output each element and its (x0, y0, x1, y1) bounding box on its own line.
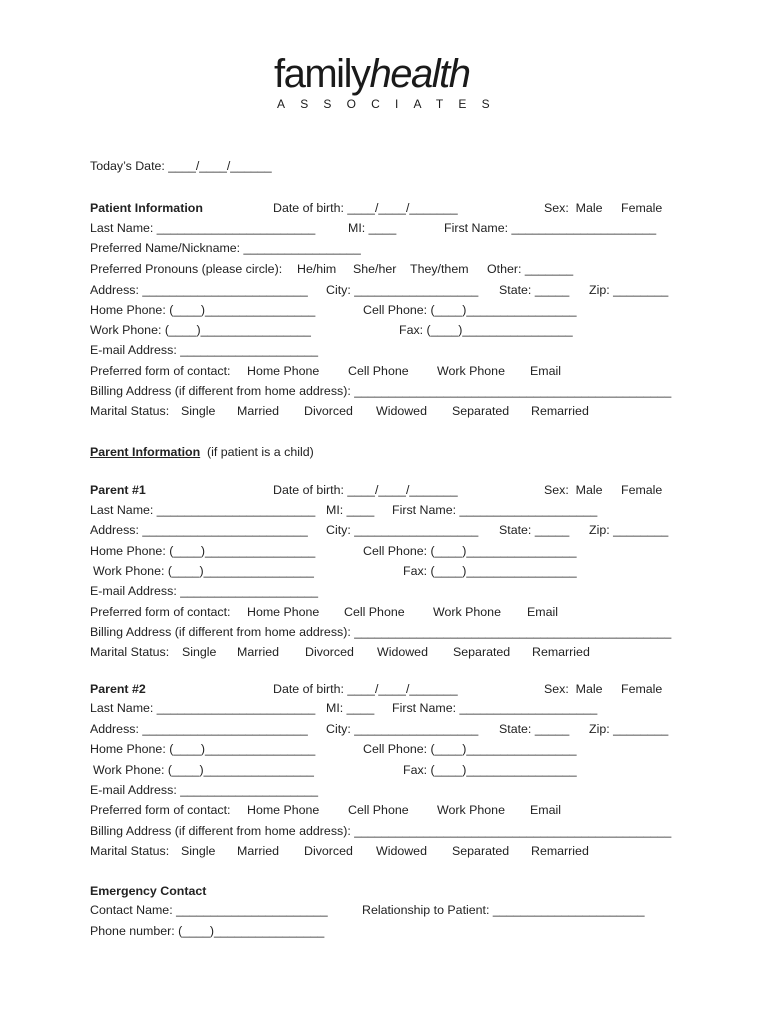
parent1-header-row (0, 482, 663, 498)
parent2-marital-widowed-option[interactable]: Widowed (376, 844, 427, 858)
parent1-sex-male-option[interactable]: Sex: Male (544, 483, 603, 497)
parent2-address-row (0, 721, 669, 737)
parent1-fax-field[interactable]: Fax: (____)________________ (403, 564, 577, 578)
parent-info-heading: Parent Information (90, 445, 201, 459)
patient-address-field[interactable]: Address: ________________________ (90, 283, 308, 297)
parent1-contact-row (0, 604, 558, 620)
patient-last-name-field[interactable]: Last Name: _______________________ (90, 221, 316, 235)
logo-word-family: family (274, 52, 370, 96)
patient-pronouns-label: Preferred Pronouns (please circle): (90, 262, 283, 276)
patient-marital-row (0, 403, 589, 419)
patient-fax-field[interactable]: Fax: (____)________________ (399, 323, 573, 337)
patient-header-row (0, 200, 663, 216)
parent2-last-name-field[interactable]: Last Name: _______________________ (90, 701, 316, 715)
emergency-phone-field[interactable]: Phone number: (____)________________ (90, 924, 325, 938)
parent2-contact-home-option[interactable]: Home Phone (247, 803, 320, 817)
parent1-contact-email-option[interactable]: Email (527, 605, 558, 619)
parent2-sex-female-option[interactable]: Female (621, 682, 663, 696)
parent2-work-phone-field[interactable]: Work Phone: (____)________________ (93, 763, 314, 777)
patient-email-field[interactable]: E-mail Address: ____________________ (90, 343, 319, 357)
parent1-marital-label: Marital Status: (90, 645, 170, 659)
parent2-state-field[interactable]: State: _____ (499, 722, 570, 736)
emergency-contact-heading: Emergency Contact (90, 884, 207, 898)
logo-word-associates: ASSOCIATES (277, 97, 505, 111)
patient-marital-single-option[interactable]: Single (181, 404, 216, 418)
emergency-contact-name-field[interactable]: Contact Name: ______________________ (90, 903, 328, 917)
parent1-mi-field[interactable]: MI: ____ (326, 503, 375, 517)
patient-sex-male-option[interactable]: Sex: Male (544, 201, 603, 215)
parent2-contact-cell-option[interactable]: Cell Phone (348, 803, 409, 817)
parent1-zip-field[interactable]: Zip: ________ (589, 523, 669, 537)
parent1-work-row (0, 563, 577, 579)
parent1-state-field[interactable]: State: _____ (499, 523, 570, 537)
parent2-marital-label: Marital Status: (90, 844, 170, 858)
parent1-marital-separated-option[interactable]: Separated (453, 645, 511, 659)
parent2-home-phone-field[interactable]: Home Phone: (____)________________ (90, 742, 316, 756)
emergency-header-row (0, 883, 207, 899)
logo-wordmark (274, 54, 469, 94)
parent2-header-row (0, 681, 663, 697)
parent1-email-field[interactable]: E-mail Address: ____________________ (90, 584, 319, 598)
parent1-marital-divorced-option[interactable]: Divorced (305, 645, 354, 659)
emergency-phone-row (0, 923, 325, 939)
parent1-last-name-field[interactable]: Last Name: _______________________ (90, 503, 316, 517)
parent1-email-row (0, 583, 319, 599)
patient-marital-remarried-option[interactable]: Remarried (531, 404, 589, 418)
todays-date-field[interactable]: Today’s Date: ____/____/______ (90, 159, 272, 173)
patient-home-phone-field[interactable]: Home Phone: (____)________________ (90, 303, 316, 317)
parent1-marital-remarried-option[interactable]: Remarried (532, 645, 590, 659)
parent2-dob-field[interactable]: Date of birth: ____/____/_______ (273, 682, 458, 696)
todays-date-row (0, 158, 272, 174)
parent1-name-row (0, 502, 598, 518)
parent2-fax-field[interactable]: Fax: (____)________________ (403, 763, 577, 777)
parent2-contact-row (0, 802, 561, 818)
parent2-mi-field[interactable]: MI: ____ (326, 701, 375, 715)
parent1-billing-row (0, 624, 672, 640)
parent2-contact-work-option[interactable]: Work Phone (437, 803, 505, 817)
parent1-contact-label: Preferred form of contact: (90, 605, 231, 619)
logo-word-health: health (369, 52, 470, 96)
parent1-heading: Parent #1 (90, 483, 146, 497)
parent2-name-row (0, 700, 598, 716)
parent-info-row (0, 444, 314, 460)
parent1-city-field[interactable]: City: __________________ (326, 523, 479, 537)
parent2-marital-married-option[interactable]: Married (237, 844, 279, 858)
emergency-name-row (0, 902, 645, 918)
patient-marital-separated-option[interactable]: Separated (452, 404, 510, 418)
patient-address-row (0, 282, 669, 298)
parent1-address-field[interactable]: Address: ________________________ (90, 523, 308, 537)
patient-info-heading: Patient Information (90, 201, 203, 215)
pronoun-he-him-option[interactable]: He/him (297, 262, 337, 276)
parent2-cell-phone-field[interactable]: Cell Phone: (____)________________ (363, 742, 577, 756)
patient-email-row (0, 342, 319, 358)
patient-billing-address-field[interactable]: Billing Address (if different from home address): ______________________________________________ (90, 384, 672, 398)
parent2-address-field[interactable]: Address: ________________________ (90, 722, 308, 736)
parent2-billing-address-field[interactable]: Billing Address (if different from home address): ______________________________________________ (90, 824, 672, 838)
patient-phone-row (0, 302, 577, 318)
patient-first-name-field[interactable]: First Name: _____________________ (444, 221, 657, 235)
parent2-first-name-field[interactable]: First Name: ____________________ (392, 701, 598, 715)
parent1-marital-widowed-option[interactable]: Widowed (377, 645, 428, 659)
parent1-home-phone-field[interactable]: Home Phone: (____)________________ (90, 544, 316, 558)
patient-name-row (0, 220, 657, 236)
patient-contact-label: Preferred form of contact: (90, 364, 231, 378)
parent1-contact-home-option[interactable]: Home Phone (247, 605, 320, 619)
patient-nickname-row (0, 240, 361, 256)
parent2-phone-row (0, 741, 577, 757)
patient-marital-widowed-option[interactable]: Widowed (376, 404, 427, 418)
parent2-email-row (0, 782, 319, 798)
patient-cell-phone-field[interactable]: Cell Phone: (____)________________ (363, 303, 577, 317)
parent2-work-row (0, 762, 577, 778)
parent2-contact-label: Preferred form of contact: (90, 803, 231, 817)
parent1-marital-single-option[interactable]: Single (182, 645, 217, 659)
parent1-sex-female-option[interactable]: Female (621, 483, 663, 497)
parent-info-note: (if patient is a child) (207, 445, 314, 459)
parent2-marital-row (0, 843, 589, 859)
parent2-heading: Parent #2 (90, 682, 146, 696)
parent2-marital-divorced-option[interactable]: Divorced (304, 844, 353, 858)
parent1-work-phone-field[interactable]: Work Phone: (____)________________ (93, 564, 314, 578)
parent2-city-field[interactable]: City: __________________ (326, 722, 479, 736)
patient-work-row (0, 322, 573, 338)
pronoun-they-them-option[interactable]: They/them (410, 262, 469, 276)
patient-marital-label: Marital Status: (90, 404, 170, 418)
parent2-marital-remarried-option[interactable]: Remarried (531, 844, 589, 858)
parent2-zip-field[interactable]: Zip: ________ (589, 722, 669, 736)
parent1-first-name-field[interactable]: First Name: ____________________ (392, 503, 598, 517)
patient-zip-field[interactable]: Zip: ________ (589, 283, 669, 297)
patient-marital-married-option[interactable]: Married (237, 404, 279, 418)
patient-dob-field[interactable]: Date of birth: ____/____/_______ (273, 201, 458, 215)
pronoun-other-field[interactable]: Other: _______ (487, 262, 574, 276)
parent1-contact-work-option[interactable]: Work Phone (433, 605, 501, 619)
patient-pronouns-row (0, 261, 574, 277)
patient-marital-divorced-option[interactable]: Divorced (304, 404, 353, 418)
patient-sex-female-option[interactable]: Female (621, 201, 663, 215)
patient-nickname-field[interactable]: Preferred Name/Nickname: _________________ (90, 241, 361, 255)
patient-city-field[interactable]: City: __________________ (326, 283, 479, 297)
patient-billing-row (0, 383, 672, 399)
family-health-logo (274, 52, 514, 114)
parent2-contact-email-option[interactable]: Email (530, 803, 561, 817)
parent2-marital-single-option[interactable]: Single (181, 844, 216, 858)
parent2-marital-separated-option[interactable]: Separated (452, 844, 510, 858)
patient-mi-field[interactable]: MI: ____ (348, 221, 397, 235)
pronoun-she-her-option[interactable]: She/her (353, 262, 397, 276)
parent1-phone-row (0, 543, 577, 559)
parent1-address-row (0, 522, 669, 538)
parent1-marital-row (0, 644, 590, 660)
parent1-contact-cell-option[interactable]: Cell Phone (344, 605, 405, 619)
parent2-billing-row (0, 823, 672, 839)
patient-contact-home-option[interactable]: Home Phone (247, 364, 320, 378)
parent2-email-field[interactable]: E-mail Address: ____________________ (90, 783, 319, 797)
patient-contact-cell-option[interactable]: Cell Phone (348, 364, 409, 378)
parent1-dob-field[interactable]: Date of birth: ____/____/_______ (273, 483, 458, 497)
parent1-billing-address-field[interactable]: Billing Address (if different from home address): ______________________________________________ (90, 625, 672, 639)
patient-contact-email-option[interactable]: Email (530, 364, 561, 378)
patient-contact-work-option[interactable]: Work Phone (437, 364, 505, 378)
emergency-relationship-field[interactable]: Relationship to Patient: ______________________ (362, 903, 645, 917)
parent1-marital-married-option[interactable]: Married (237, 645, 279, 659)
parent2-sex-male-option[interactable]: Sex: Male (544, 682, 603, 696)
parent1-cell-phone-field[interactable]: Cell Phone: (____)________________ (363, 544, 577, 558)
patient-work-phone-field[interactable]: Work Phone: (____)________________ (90, 323, 311, 337)
patient-state-field[interactable]: State: _____ (499, 283, 570, 297)
patient-contact-row (0, 363, 561, 379)
